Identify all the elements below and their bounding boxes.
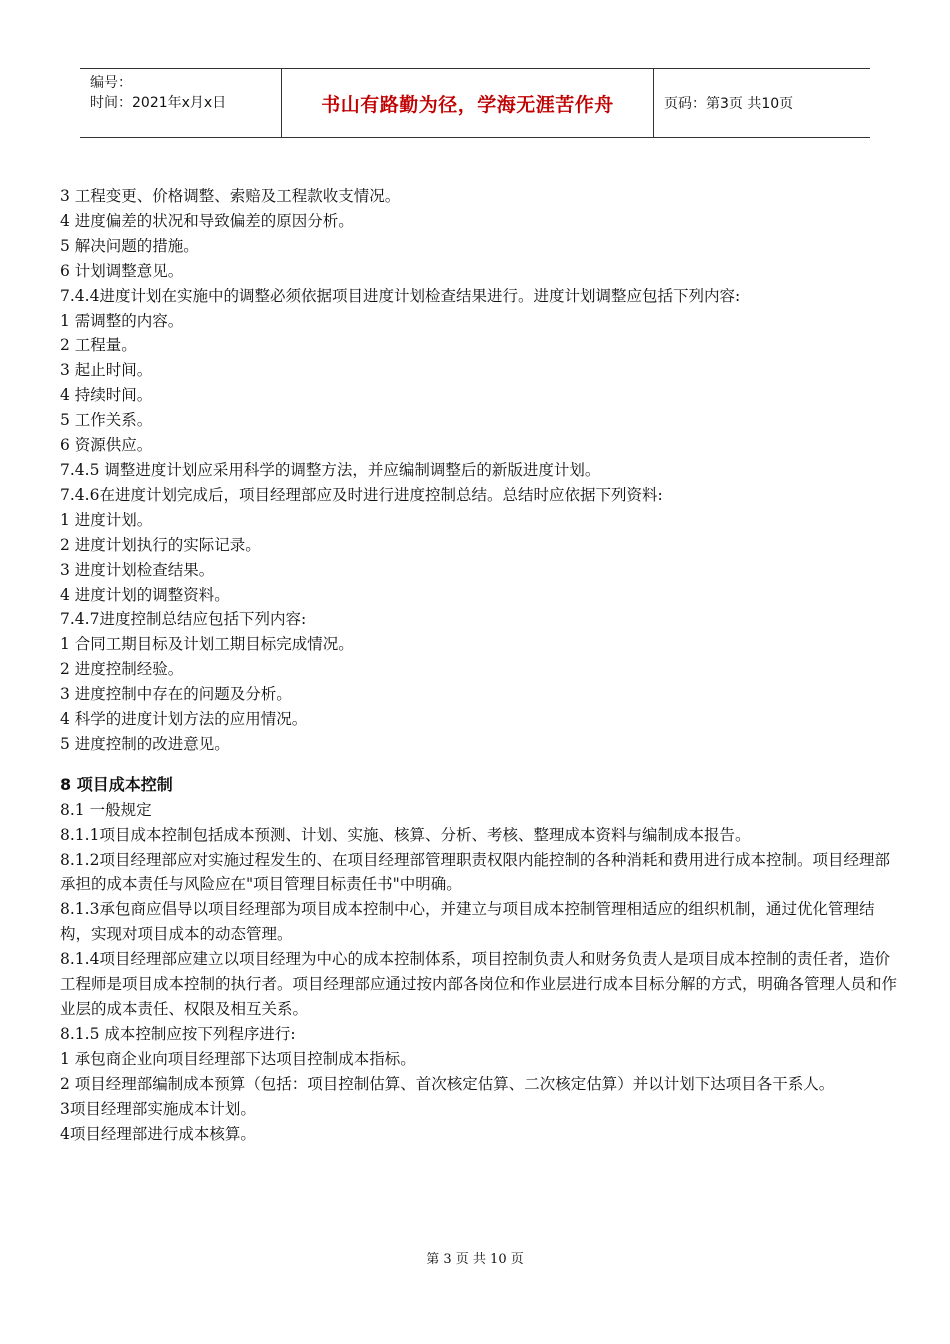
header-meta [80, 69, 282, 137]
header-motto: 书山有路勤为径，学海无涯苦作舟 [282, 69, 654, 137]
body-line: 7.4.5 调整进度计划应采用科学的调整方法，并应编制调整后的新版进度计划。 [60, 460, 601, 479]
section-heading: 8 项目成本控制 [60, 774, 173, 794]
body-line: 3项目经理部实施成本计划。 [60, 1099, 256, 1118]
document-number-label: 编号： [90, 75, 132, 91]
body-line: 8.1.5 成本控制应按下列程序进行: [60, 1024, 296, 1043]
page-header [80, 68, 870, 138]
body-line: 4项目经理部进行成本核算。 [60, 1124, 256, 1143]
body-line: 3 起止时间。 [60, 361, 153, 380]
body-line: 4 科学的进度计划方法的应用情况。 [60, 710, 308, 729]
body-line: 1 承包商企业向项目经理部下达项目控制成本指标。 [60, 1049, 416, 1068]
header-page-info: 页码：第3页 共10页 [664, 96, 794, 112]
body-line: 2 进度计划执行的实际记录。 [60, 535, 261, 554]
body-line: 1 进度计划。 [60, 510, 153, 529]
body-line: 7.4.6在进度计划完成后，项目经理部应及时进行进度控制总结。总结时应依据下列资料: [60, 485, 663, 504]
body-line: 4 进度偏差的状况和导致偏差的原因分析。 [60, 211, 354, 230]
body-line: 6 计划调整意见。 [60, 261, 184, 280]
body-line: 8.1.3承包商应倡导以项目经理部为项目成本控制中心，并建立与项目成本控制管理相适应的组织机制，通过优化管理结构，实现对项目成本的动态管理。 [60, 900, 875, 944]
body-line: 3 工程变更、价格调整、索赔及工程款收支情况。 [60, 187, 401, 205]
body-line: 4 进度计划的调整资料。 [60, 585, 230, 604]
body-line: 8.1 一般规定 [60, 800, 152, 819]
document-body [60, 184, 900, 1146]
body-line: 2 项目经理部编制成本预算（包括：项目控制估算、首次核定估算、二次核定估算）并以计划下达项目各干系人。 [60, 1074, 835, 1093]
body-line: 5 工作关系。 [60, 411, 153, 430]
body-line: 3 进度计划检查结果。 [60, 560, 215, 579]
document-time-label: 时间：2021年x月x日 [90, 95, 227, 111]
body-line: 3 进度控制中存在的问题及分析。 [60, 685, 292, 704]
page-footer: 第 3 页 共 10 页 [426, 1252, 524, 1267]
body-line: 2 进度控制经验。 [60, 660, 184, 679]
body-line: 2 工程量。 [60, 336, 137, 355]
body-line: 1 合同工期目标及计划工期目标完成情况。 [60, 635, 354, 654]
body-line: 5 进度控制的改进意见。 [60, 734, 230, 753]
body-line: 6 资源供应。 [60, 436, 153, 455]
body-line: 7.4.7进度控制总结应包括下列内容: [60, 610, 307, 629]
body-line: 4 持续时间。 [60, 386, 153, 405]
body-line: 7.4.4进度计划在实施中的调整必须依据项目进度计划检查结果进行。进度计划调整应包括下列内容: [60, 286, 741, 305]
body-line: 1 需调整的内容。 [60, 311, 184, 330]
body-line: 8.1.1项目成本控制包括成本预测、计划、实施、核算、分析、考核、整理成本资料与编制成本报告。 [60, 825, 751, 844]
body-line: 5 解决问题的措施。 [60, 236, 199, 255]
body-line: 8.1.2项目经理部应对实施过程发生的、在项目经理部管理职责权限内能控制的各种消耗和费用进行成本控制。项目经理部承担的成本责任与风险应在"项目管理目标责任书"中明确。 [60, 850, 890, 894]
body-line: 8.1.4项目经理部应建立以项目经理为中心的成本控制体系，项目控制负责人和财务负责人是项目成本控制的责任者，造价工程师是项目成本控制的执行者。项目经理部应通过按内部各岗位和作业层进行成本目标分解的方式，明确各管理人员和作业层的成本责任、权限及相互关系。 [60, 950, 898, 1018]
